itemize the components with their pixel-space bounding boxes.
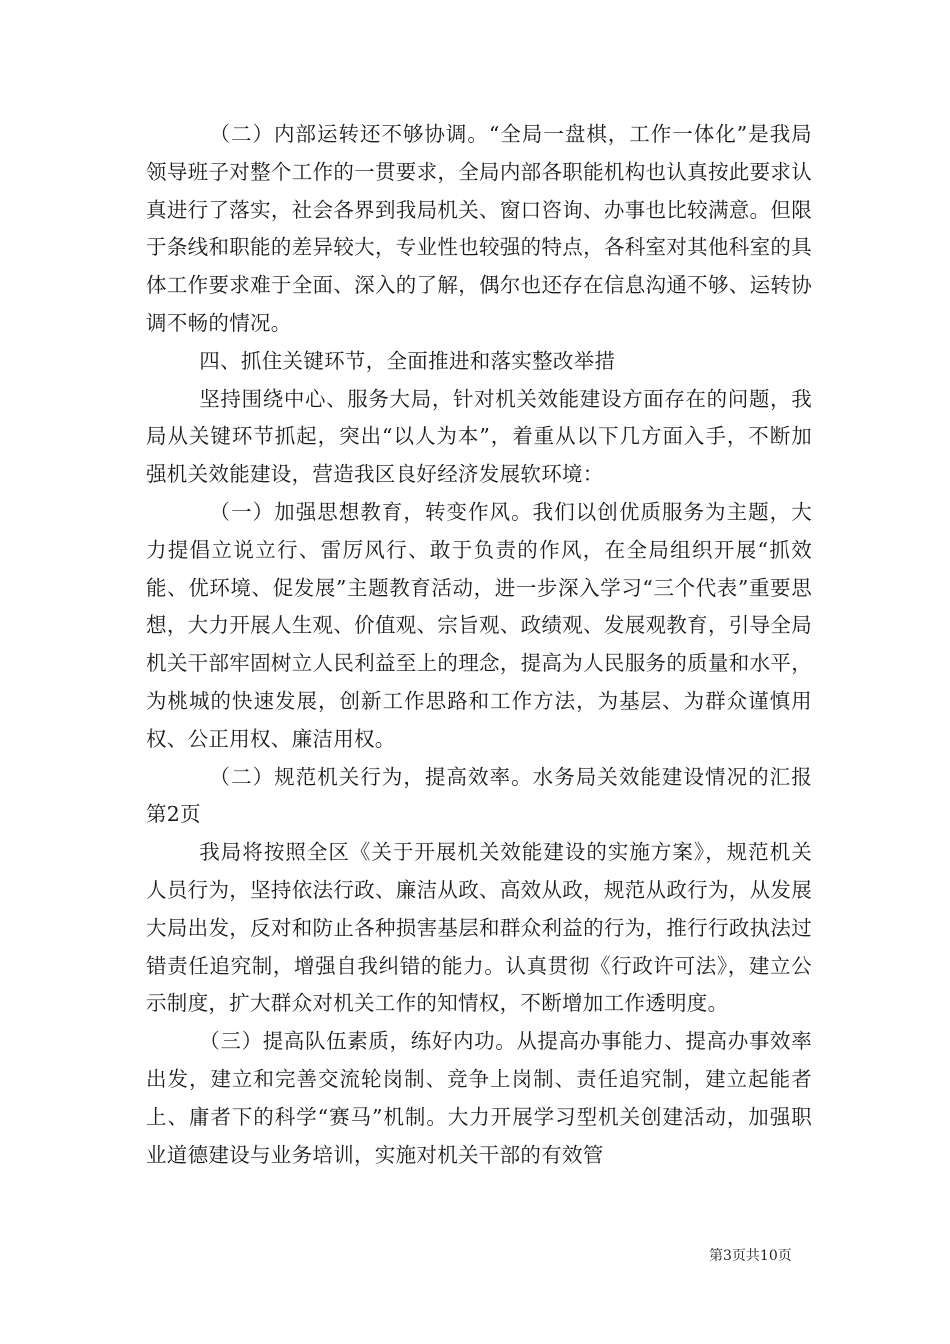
paragraph-internal-coordination: （二）内部运转还不够协调。“全局一盘棋，工作一体化”是我局领导班子对整个工作的一贯要求，全局内部各职能机构也认真按此要求认真进行了落实，社会各界到我局机关、窗口咨询、办事也比较满意。但限于条线和职能的差异较大，专业性也较强的特点，各科室对其他科室的具体工作要求难于全面、深入的了解，偶尔也还存在信息沟通不够、运转协调不畅的情况。 (146, 122, 812, 335)
page-number-footer: 第3页共10页 (709, 1248, 792, 1264)
document-body (146, 116, 812, 1174)
paragraph-standardize-behavior: （二）规范机关行为，提高效率。水务局关效能建设情况的汇报第2页 (146, 764, 812, 827)
section-heading-four: 四、抓住关键环节，全面推进和落实整改举措 (199, 348, 616, 373)
paragraph-team-quality: （三）提高队伍素质，练好内功。从提高办事能力、提高办事效率出发，建立和完善交流轮岗制、竞争上岗制、责任追究制，建立起能者上、庸者下的科学“赛马”机制。大力开展学习型机关创建活动，加强职业道德建设与业务培训，实施对机关干部的有效管 (146, 1029, 812, 1167)
paragraph-implementation-plan: 我局将按照全区《关于开展机关效能建设的实施方案》，规范机关人员行为，坚持依法行政、廉洁从政、高效从政，规范从政行为，从发展大局出发，反对和防止各种损害基层和群众利益的行为，推行行政执法过错责任追究制，增强自我纠错的能力。认真贯彻《行政许可法》，建立公示制度，扩大群众对机关工作的知情权，不断增加工作透明度。 (146, 840, 812, 1016)
paragraph-ideology-education: （一）加强思想教育，转变作风。我们以创优质服务为主题，大力提倡立说立行、雷厉风行、敢于负责的作风，在全局组织开展“抓效能、优环境、促发展”主题教育活动，进一步深入学习“三个代表”重要思想，大力开展人生观、价值观、宗旨观、政绩观、发展观教育，引导全局机关干部牢固树立人民利益至上的理念，提高为人民服务的质量和水平，为桃城的快速发展，创新工作思路和工作方法，为基层、为群众谨慎用权、公正用权、廉洁用权。 (146, 499, 812, 751)
paragraph-intro: 坚持围绕中心、服务大局，针对机关效能建设方面存在的问题，我局从关键环节抓起，突出“以人为本”，着重从以下几方面入手，不断加强机关效能建设，营造我区良好经济发展软环境： (146, 386, 812, 487)
